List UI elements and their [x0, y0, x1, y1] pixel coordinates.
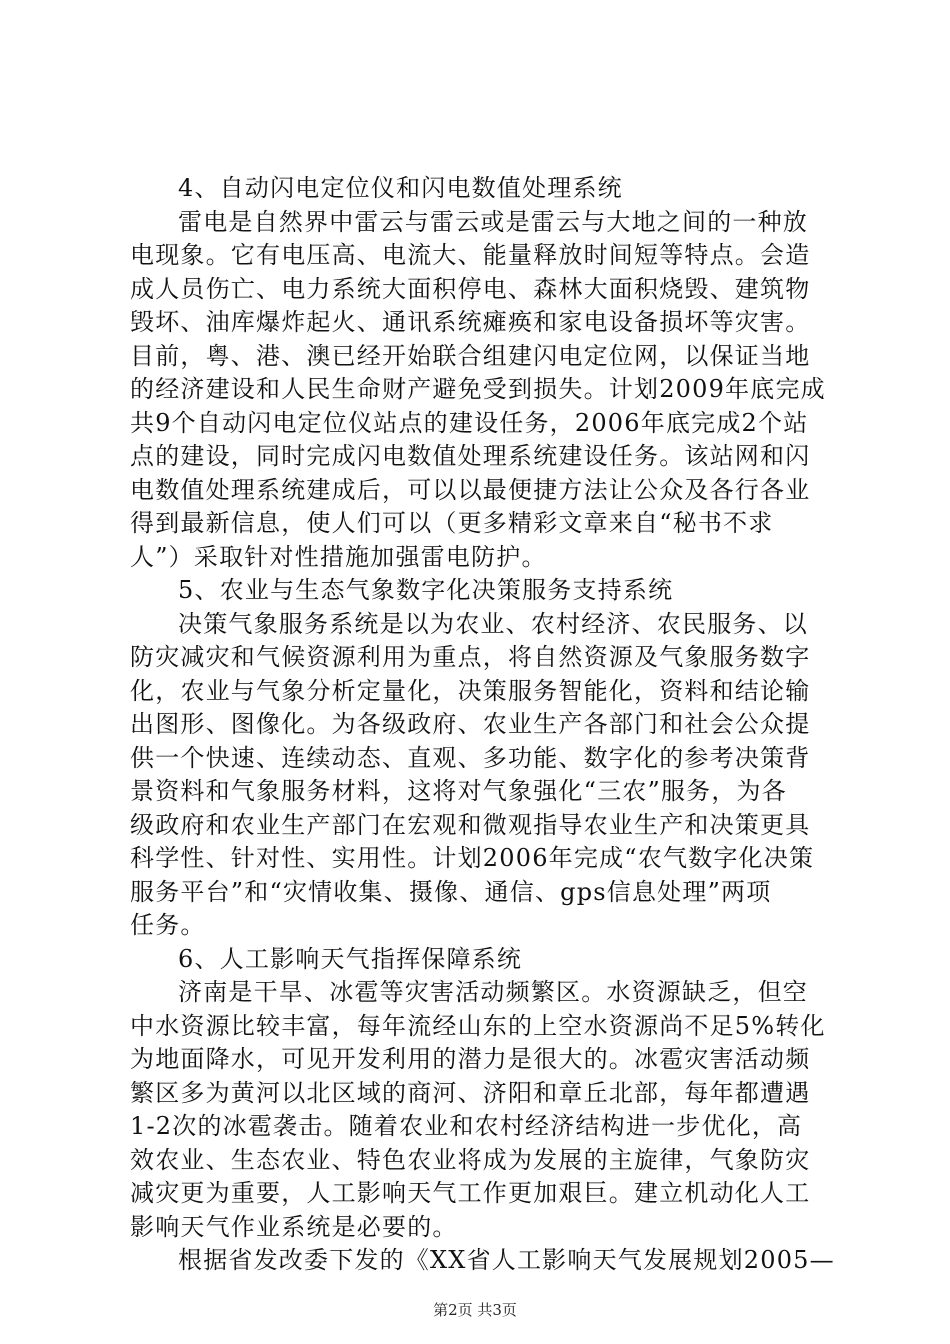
paragraph-line: 服务平台”和“灾情收集、摄像、通信、gps信息处理”两项 [130, 877, 772, 906]
paragraph-line: 人”）采取针对性措施加强雷电防护。 [130, 542, 547, 571]
paragraph-line: 毁坏、油库爆炸起火、通讯系统瘫痪和家电设备损坏等灾害。 [130, 308, 811, 336]
paragraph-line: 繁区多为黄河以北区域的商河、济阳和章丘北部，每年都遭遇 [130, 1078, 811, 1107]
paragraph-line: 成人员伤亡、电力系统大面积停电、森林大面积烧毁、建筑物 [130, 274, 811, 303]
paragraph-line: 目前，粤、港、澳已经开始联合组建闪电定位网，以保证当地 [130, 341, 811, 370]
paragraph-line: 中水资源比较丰富，每年流经山东的上空水资源尚不足5%转化 [130, 1011, 826, 1040]
paragraph-line: 得到最新信息，使人们可以（更多精彩文章来自“秘书不求 [130, 509, 774, 537]
page-footer [0, 1300, 950, 1320]
paragraph-line: 化，农业与气象分析定量化，决策服务智能化，资料和结论输 [130, 676, 811, 705]
paragraph-line: 供一个快速、连续动态、直观、多功能、数字化的参考决策背 [130, 743, 811, 772]
paragraph-line: 的经济建设和人民生命财产避免受到损失。计划2009年底完成 [130, 375, 826, 403]
document-body [130, 172, 835, 1278]
paragraph-line: 1-2次的冰雹袭击。随着农业和农村经济结构进一步优化，高 [130, 1112, 803, 1140]
paragraph-line: 电数值处理系统建成后，可以以最便捷方法让公众及各行各业 [130, 475, 811, 504]
paragraph-line: 减灾更为重要，人工影响天气工作更加艰巨。建立机动化人工 [130, 1179, 811, 1207]
section-heading-lightning-system: 4、自动闪电定位仪和闪电数值处理系统 [178, 174, 623, 202]
section-heading-agri-decision-system: 5、农业与生态气象数字化决策服务支持系统 [178, 576, 674, 604]
paragraph-line: 景资料和气象服务材料，这将对气象强化“三农”服务，为各 [130, 777, 787, 805]
paragraph-line: 为地面降水，可见开发利用的潜力是很大的。冰雹灾害活动频 [130, 1045, 811, 1073]
page-number-label: 第2页 共3页 [433, 1301, 517, 1319]
paragraph-line: 级政府和农业生产部门在宏观和微观指导农业生产和决策更具 [130, 810, 811, 839]
paragraph-first-line: 济南是干旱、冰雹等灾害活动频繁区。水资源缺乏，但空 [178, 978, 808, 1006]
paragraph-first-line: 根据省发改委下发的《XX省人工影响天气发展规划2005— [178, 1246, 835, 1274]
paragraph-line: 效农业、生态农业、特色农业将成为发展的主旋律，气象防灾 [130, 1145, 811, 1174]
paragraph-first-line: 雷电是自然界中雷云与雷云或是雷云与大地之间的一种放 [178, 207, 808, 236]
paragraph-line: 点的建设，同时完成闪电数值处理系统建设任务。该站网和闪 [130, 442, 811, 470]
paragraph-line: 任务。 [130, 911, 206, 939]
paragraph-first-line: 决策气象服务系统是以为农业、农村经济、农民服务、以 [178, 609, 808, 638]
paragraph-line: 防灾减灾和气候资源利用为重点，将自然资源及气象服务数字 [130, 643, 811, 671]
paragraph-line: 影响天气作业系统是必要的。 [130, 1212, 458, 1241]
paragraph-line: 电现象。它有电压高、电流大、能量释放时间短等特点。会造 [130, 241, 811, 269]
paragraph-line: 科学性、针对性、实用性。计划2006年完成“农气数字化决策 [130, 844, 815, 872]
paragraph-line: 共9个自动闪电定位仪站点的建设任务，2006年底完成2个站 [130, 408, 809, 437]
section-heading-weather-modification-system: 6、人工影响天气指挥保障系统 [178, 944, 523, 973]
paragraph-line: 出图形、图像化。为各级政府、农业生产各部门和社会公众提 [130, 710, 811, 738]
